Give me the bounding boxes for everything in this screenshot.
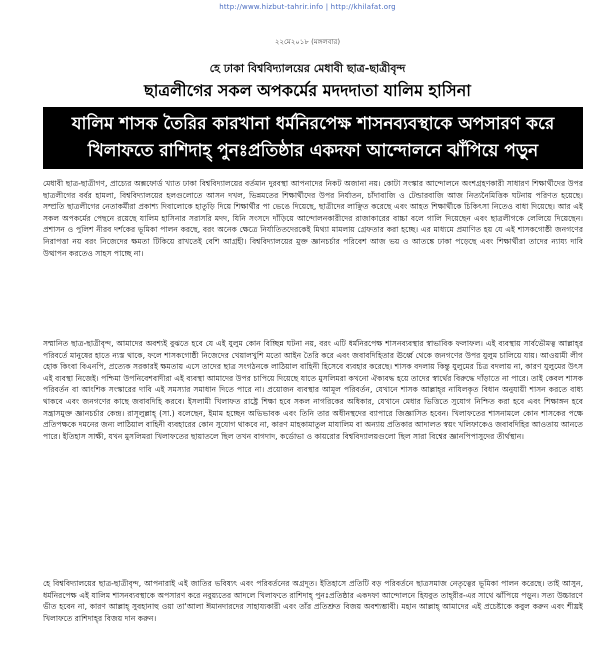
banner-line-1: যালিম শাসক তৈরির কারখানা ধর্মনিরপেক্ষ শাসনব্যবস্থাকে অপসারণ করে bbox=[71, 114, 555, 134]
greeting-line: হে ঢাকা বিশ্ববিদ্যালয়ের মেধাবী ছাত্র-ছাত্রীবৃন্দ bbox=[209, 62, 406, 75]
banner-line-2: খিলাফতে রাশিদাহ্ পুনঃপ্রতিষ্ঠার একদফা আন্দোলনে ঝাঁপিয়ে পড়ুন bbox=[87, 141, 539, 161]
main-headline-banner bbox=[43, 107, 583, 169]
subheadline: ছাত্রলীগের সকল অপকর্মের মদদদাতা যালিম হাসিনা bbox=[144, 81, 471, 100]
website-url[interactable]: http://www.hizbut-tahrir.info | http://khilafat.org bbox=[219, 3, 396, 11]
publish-date: ২২মে২০১৮ (মঙ্গলবার) bbox=[274, 38, 341, 46]
body-paragraph-1: মেধাবী ছাত্র-ছাত্রীগণ, প্রাচ্যের অক্সফোর্ড খ্যাত ঢাকা বিশ্ববিদ্যালয়ের বর্তমান দুরবস্থা আপনাদের নিকট অজানা নয়। কোটা সংস্কার আন্দোলনে অংশগ্রহণকারী সাধারণ শিক্ষার্থীদের উপর ছাত্রলীগের বর্বর হামলা, বিশ্ববিদ্যালয়ের হলগুলোতে আসন দখল, ভিন্নমতের শিক্ষার্থীদের উপর নির্যাতন, চাঁদাবাজি ও টেন্ডারবাজি আজ নিত্যনৈমিত্তিক ঘটনায় পরিণত হয়েছে। সম্প্রতি ছাত্রলীগের নেতাকর্মীরা প্রকাশ্য দিবালোকে হাতুড়ি দিয়ে শিক্ষার্থীর পা ভেঙে দিয়েছে, ছাত্রীদের লাঞ্ছিত করেছে এবং আহত শিক্ষার্থীকে চিকিৎসা নিতেও বাধা দিয়েছে। আর এই সকল অপকর্মের পেছনে রয়েছে যালিম হাসিনার সরাসরি মদদ, যিনি সংসদে দাঁড়িয়ে আন্দোলনকারীদের রাজাকারের বাচ্চা বলে গালি দিয়েছেন এবং ছাত্রলীগকে লেলিয়ে দিয়েছেন। প্রশাসন ও পুলিশ নীরব দর্শকের ভূমিকা পালন করছে, বরং অনেক ক্ষেত্রে নির্যাতিতদেরকেই মিথ্যা মামলায় গ্রেফতার করা হচ্ছে। এর মাধ্যমে প্রমাণিত হয় যে এই শাসকগোষ্ঠী জনগণের নিরাপত্তা নয় বরং নিজেদের ক্ষমতা টিকিয়ে রাখতেই বেশি আগ্রহী। বিশ্ববিদ্যালয়ের মুক্ত জ্ঞানচর্চার পরিবেশ আজ ভয় ও আতঙ্কে ঢাকা পড়েছে এবং শিক্ষার্থীরা তাদের ন্যায্য দাবি উত্থাপন করতেও সাহস পাচ্ছে না। bbox=[43, 179, 583, 258]
body-paragraph-3: হে বিশ্ববিদ্যালয়ের ছাত্র-ছাত্রীবৃন্দ, আপনারাই এই জাতির ভবিষ্যৎ এবং পরিবর্তনের অগ্রদূত। ইতিহাসে প্রতিটি বড় পরিবর্তনে ছাত্রসমাজ নেতৃত্বের ভূমিকা পালন করেছে। তাই আসুন, ধর্মনিরপেক্ষ এই যালিম শাসনব্যবস্থাকে অপসারণ করে নবুয়্যতের আদলে খিলাফতে রাশিদাহ্ পুনঃপ্রতিষ্ঠার একদফা আন্দোলনে হিযবুত তাহ্‌রীর-এর সাথে ঝাঁপিয়ে পড়ুন। সত্য উচ্চারণে ভীত হবেন না, কারণ আল্লাহ্‌ সুবহানাহু ওয়া তা'আলা ঈমানদারদের সাহায্যকারী এবং তাঁর প্রতিশ্রুত বিজয় অবশ্যম্ভাবী। মহান আল্লাহ্‌ আমাদের এই প্রচেষ্টাকে কবুল করুন এবং শীঘ্রই খিলাফতে রাশিদাহ্‌র বিজয় দান করুন। bbox=[43, 579, 583, 623]
body-paragraph-2: সম্মানিত ছাত্র-ছাত্রীবৃন্দ, আমাদের অবশ্যই বুঝতে হবে যে এই যুলুম কোন বিচ্ছিন্ন ঘটনা নয়, বরং এটি ধর্মনিরপেক্ষ শাসনব্যবস্থার স্বাভাবিক ফলাফল। এই ব্যবস্থায় সার্বভৌমত্ব আল্লাহ্‌র পরিবর্তে মানুষের হাতে ন্যস্ত থাকে, ফলে শাসকগোষ্ঠী নিজেদের খেয়ালখুশি মতো আইন তৈরি করে এবং জবাবদিহিতার ঊর্ধ্বে থেকে জনগণের উপর যুলুম চালিয়ে যায়। আওয়ামী লীগ হোক কিংবা বিএনপি, প্রত্যেক সরকারই ক্ষমতায় এসে তাদের ছাত্র সংগঠনকে লাঠিয়াল বাহিনী হিসেবে ব্যবহার করেছে। শাসক বদলায় কিন্তু যুলুমের চিত্র বদলায় না, কারণ যুলুমের উৎস এই ব্যবস্থা নিজেই। পশ্চিমা উপনিবেশবাদীরা এই ব্যবস্থা আমাদের উপর চাপিয়ে দিয়েছে যাতে মুসলিমরা কখনো ঐক্যবদ্ধ হয়ে তাদের স্বার্থের বিরুদ্ধে দাঁড়াতে না পারে। তাই কেবল শাসক পরিবর্তন বা আংশিক সংস্কারের দাবি এই সমস্যার সমাধান দিতে পারে না। প্রয়োজন ব্যবস্থার আমূল পরিবর্তন, যেখানে শাসক আল্লাহ্‌র নাযিলকৃত বিধান অনুযায়ী শাসন করতে বাধ্য থাকবে এবং জনগণের কাছে জবাবদিহি করবে। ইসলামী খিলাফত রাষ্ট্রে শিক্ষা হবে সকল নাগরিকের অধিকার, যেখানে মেধার ভিত্তিতে সুযোগ নিশ্চিত করা হবে এবং শিক্ষাঙ্গন হবে সন্ত্রাসমুক্ত জ্ঞানচর্চার কেন্দ্র। রাসূলুল্লাহ্ (সা.) বলেছেন, ইমাম হচ্ছেন অভিভাবক এবং তিনি তার অধীনস্থদের ব্যাপারে জিজ্ঞাসিত হবেন। খিলাফতের শাসনামলে কোন শাসকের পক্ষে প্রতিপক্ষকে দমনের জন্য লাঠিয়াল বাহিনী ব্যবহারের কোন সুযোগ থাকবে না, কারণ মাহকামাতুল মাযালিম বা অন্যায় প্রতিকার আদালত স্বয়ং খলিফাকেও জবাবদিহির আওতায় আনতে পারে। ইতিহাস সাক্ষী, যখন মুসলিমরা খিলাফতের ছায়াতলে ছিল তখন বাগদাদ, কর্ডোভা ও কায়রোর বিশ্ববিদ্যালয়গুলো ছিল সারা বিশ্বের জ্ঞানপিপাসুদের তীর্থস্থান। bbox=[43, 339, 583, 441]
